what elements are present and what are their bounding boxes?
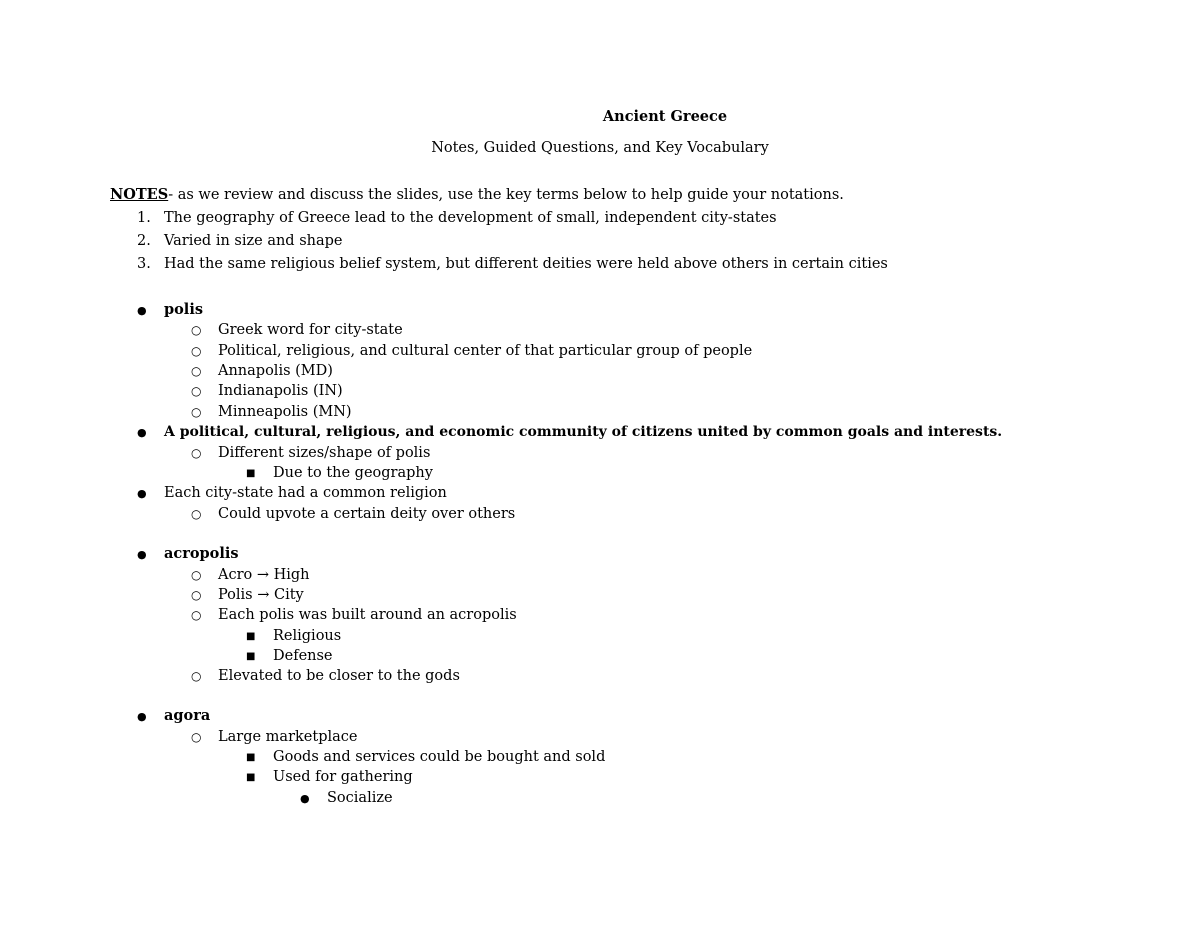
community-subsub: Due to the geography xyxy=(273,465,433,481)
numbered-item-3: Had the same religious belief system, but different deities were held above others in certain cities xyxy=(164,256,888,272)
polis-definition: A political, cultural, religious, and economic community of citizens united by common goals and interests. xyxy=(164,424,1003,440)
bullet-square-icon: ■ xyxy=(246,752,256,763)
acropolis-item-3: Each polis was built around an acropolis xyxy=(218,607,517,623)
bullet-disc-icon: ● xyxy=(137,710,147,723)
bullet-circle-icon: ○ xyxy=(191,446,202,460)
bullet-disc-icon: ● xyxy=(137,548,147,561)
polis-item-3: Annapolis (MD) xyxy=(218,363,333,379)
bullet-disc-icon: ● xyxy=(300,792,310,805)
bullet-disc-icon: ● xyxy=(137,426,147,439)
bullet-circle-icon: ○ xyxy=(191,405,202,419)
bullet-circle-icon: ○ xyxy=(191,669,202,683)
polis-item-4: Indianapolis (IN) xyxy=(218,383,343,399)
numbered-num-2: 2. xyxy=(137,233,151,249)
agora-subsub: Socialize xyxy=(327,790,393,806)
bullet-circle-icon: ○ xyxy=(191,608,202,622)
bullet-circle-icon: ○ xyxy=(191,507,202,521)
numbered-num-1: 1. xyxy=(137,210,151,226)
religion-sub: Could upvote a certain deity over others xyxy=(218,506,516,522)
agora-item: Large marketplace xyxy=(218,729,358,745)
numbered-item-1: The geography of Greece lead to the development of small, independent city-states xyxy=(164,210,777,226)
acropolis-sub-2: Defense xyxy=(273,648,333,664)
numbered-num-3: 3. xyxy=(137,256,151,272)
religion-text: Each city-state had a common religion xyxy=(164,485,447,501)
bullet-circle-icon: ○ xyxy=(191,588,202,602)
bullet-square-icon: ■ xyxy=(246,631,256,642)
bullet-circle-icon: ○ xyxy=(191,568,202,582)
polis-item-1: Greek word for city-state xyxy=(218,322,403,338)
agora-sub-1: Goods and services could be bought and sold xyxy=(273,749,606,765)
subtitle-text: Notes, Guided Questions, and Key Vocabulary xyxy=(431,140,769,156)
notes-intro xyxy=(110,186,844,204)
polis-item-2: Political, religious, and cultural center of that particular group of people xyxy=(218,343,753,359)
page-title: Ancient Greece xyxy=(602,108,728,125)
acropolis-item-1: Acro → High xyxy=(218,567,310,583)
polis-item-5: Minneapolis (MN) xyxy=(218,404,352,420)
acropolis-last: Elevated to be closer to the gods xyxy=(218,668,460,684)
bullet-circle-icon: ○ xyxy=(191,323,202,337)
term-acropolis: acropolis xyxy=(164,545,239,562)
bullet-circle-icon: ○ xyxy=(191,730,202,744)
community-sub: Different sizes/shape of polis xyxy=(218,445,431,461)
bullet-disc-icon: ● xyxy=(137,304,147,317)
page-subtitle xyxy=(0,139,1200,157)
numbered-item-2: Varied in size and shape xyxy=(164,233,343,249)
bullet-circle-icon: ○ xyxy=(191,384,202,398)
term-agora: agora xyxy=(164,707,211,724)
notes-intro-text: - as we review and discuss the slides, use the key terms below to help guide your notations. xyxy=(168,187,844,203)
agora-sub-2: Used for gathering xyxy=(273,769,413,785)
acropolis-item-2: Polis → City xyxy=(218,587,304,603)
bullet-square-icon: ■ xyxy=(246,468,256,479)
bullet-square-icon: ■ xyxy=(246,772,256,783)
term-polis: polis xyxy=(164,301,203,318)
notes-label: NOTES xyxy=(110,186,169,203)
bullet-square-icon: ■ xyxy=(246,651,256,662)
bullet-circle-icon: ○ xyxy=(191,344,202,358)
bullet-disc-icon: ● xyxy=(137,487,147,500)
bullet-circle-icon: ○ xyxy=(191,364,202,378)
acropolis-sub-1: Religious xyxy=(273,628,342,644)
